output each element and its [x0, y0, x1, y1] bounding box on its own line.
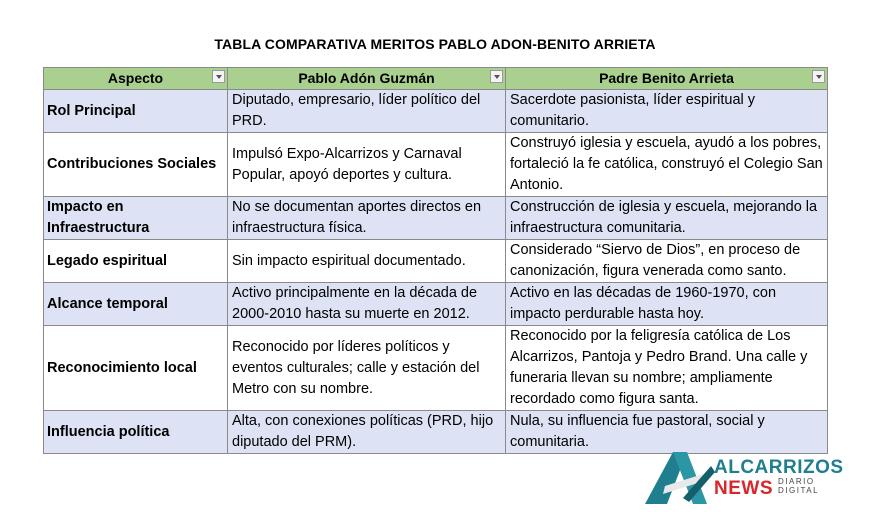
page-title: TABLA COMPARATIVA MERITOS PABLO ADON-BENITO ARRIETA: [214, 36, 656, 52]
aspect-cell: Contribuciones Sociales: [44, 133, 228, 197]
table-row: [44, 197, 828, 240]
comparison-table: [43, 67, 828, 454]
pablo-cell: Sin impacto espiritual documentado.: [228, 240, 506, 283]
column-header-label: Padre Benito Arrieta: [599, 70, 734, 86]
column-header-label: Pablo Adón Guzmán: [298, 70, 435, 86]
table-row: [44, 283, 828, 326]
pablo-cell: No se documentan aportes directos en infraestructura física.: [228, 197, 506, 240]
benito-cell: Construyó iglesia y escuela, ayudó a los pobres, fortaleció la fe católica, construyó el Colegio San Antonio.: [506, 133, 828, 197]
benito-cell: Nula, su influencia fue pastoral, social y comunitaria.: [506, 411, 828, 454]
logo-line2: NEWS: [714, 478, 773, 499]
table-row: [44, 133, 828, 197]
column-header-aspecto: [44, 68, 228, 90]
filter-dropdown-icon[interactable]: [490, 70, 503, 83]
filter-dropdown-icon[interactable]: [812, 70, 825, 83]
table-header-row: [44, 68, 828, 90]
column-header-benito: [506, 68, 828, 90]
aspect-cell: Rol Principal: [44, 90, 228, 133]
logo-tag1: DIARIO: [778, 477, 815, 486]
column-header-pablo: [228, 68, 506, 90]
benito-cell: Construcción de iglesia y escuela, mejorando la infraestructura comunitaria.: [506, 197, 828, 240]
column-header-label: Aspecto: [107, 70, 164, 86]
pablo-cell: Alta, con conexiones políticas (PRD, hijo diputado del PRM).: [228, 411, 506, 454]
table-row: [44, 90, 828, 133]
logo-tagline: [778, 477, 828, 495]
aspect-cell: Legado espiritual: [44, 240, 228, 283]
pablo-cell: Reconocido por líderes políticos y eventos culturales; calle y estación del Metro con su nombre.: [228, 326, 506, 411]
logo-line1: ALCARRIZOS: [714, 457, 844, 478]
table-row: [44, 326, 828, 411]
aspect-cell: Alcance temporal: [44, 283, 228, 326]
logo-tag2: DIGITAL: [778, 486, 820, 495]
benito-cell: Reconocido por la feligresía católica de Los Alcarrizos, Pantoja y Pedro Brand. Una calle y funeraria llevan su nombre; ampliamente recordado como figura santa.: [506, 326, 828, 411]
aspect-cell: Influencia política: [44, 411, 228, 454]
pablo-cell: Impulsó Expo-Alcarrizos y Carnaval Popular, apoyó deportes y cultura.: [228, 133, 506, 197]
aspect-cell: Reconocimiento local: [44, 326, 228, 411]
pablo-cell: Activo principalmente en la década de 2000-2010 hasta su muerte en 2012.: [228, 283, 506, 326]
benito-cell: Considerado “Siervo de Dios”, en proceso de canonización, figura venerada como santo.: [506, 240, 828, 283]
aspect-cell: Impacto en Infraestructura: [44, 197, 228, 240]
table-row: [44, 240, 828, 283]
filter-dropdown-icon[interactable]: [212, 70, 225, 83]
pablo-cell: Diputado, empresario, líder político del PRD.: [228, 90, 506, 133]
benito-cell: Sacerdote pasionista, líder espiritual y comunitario.: [506, 90, 828, 133]
benito-cell: Activo en las décadas de 1960-1970, con impacto perdurable hasta hoy.: [506, 283, 828, 326]
